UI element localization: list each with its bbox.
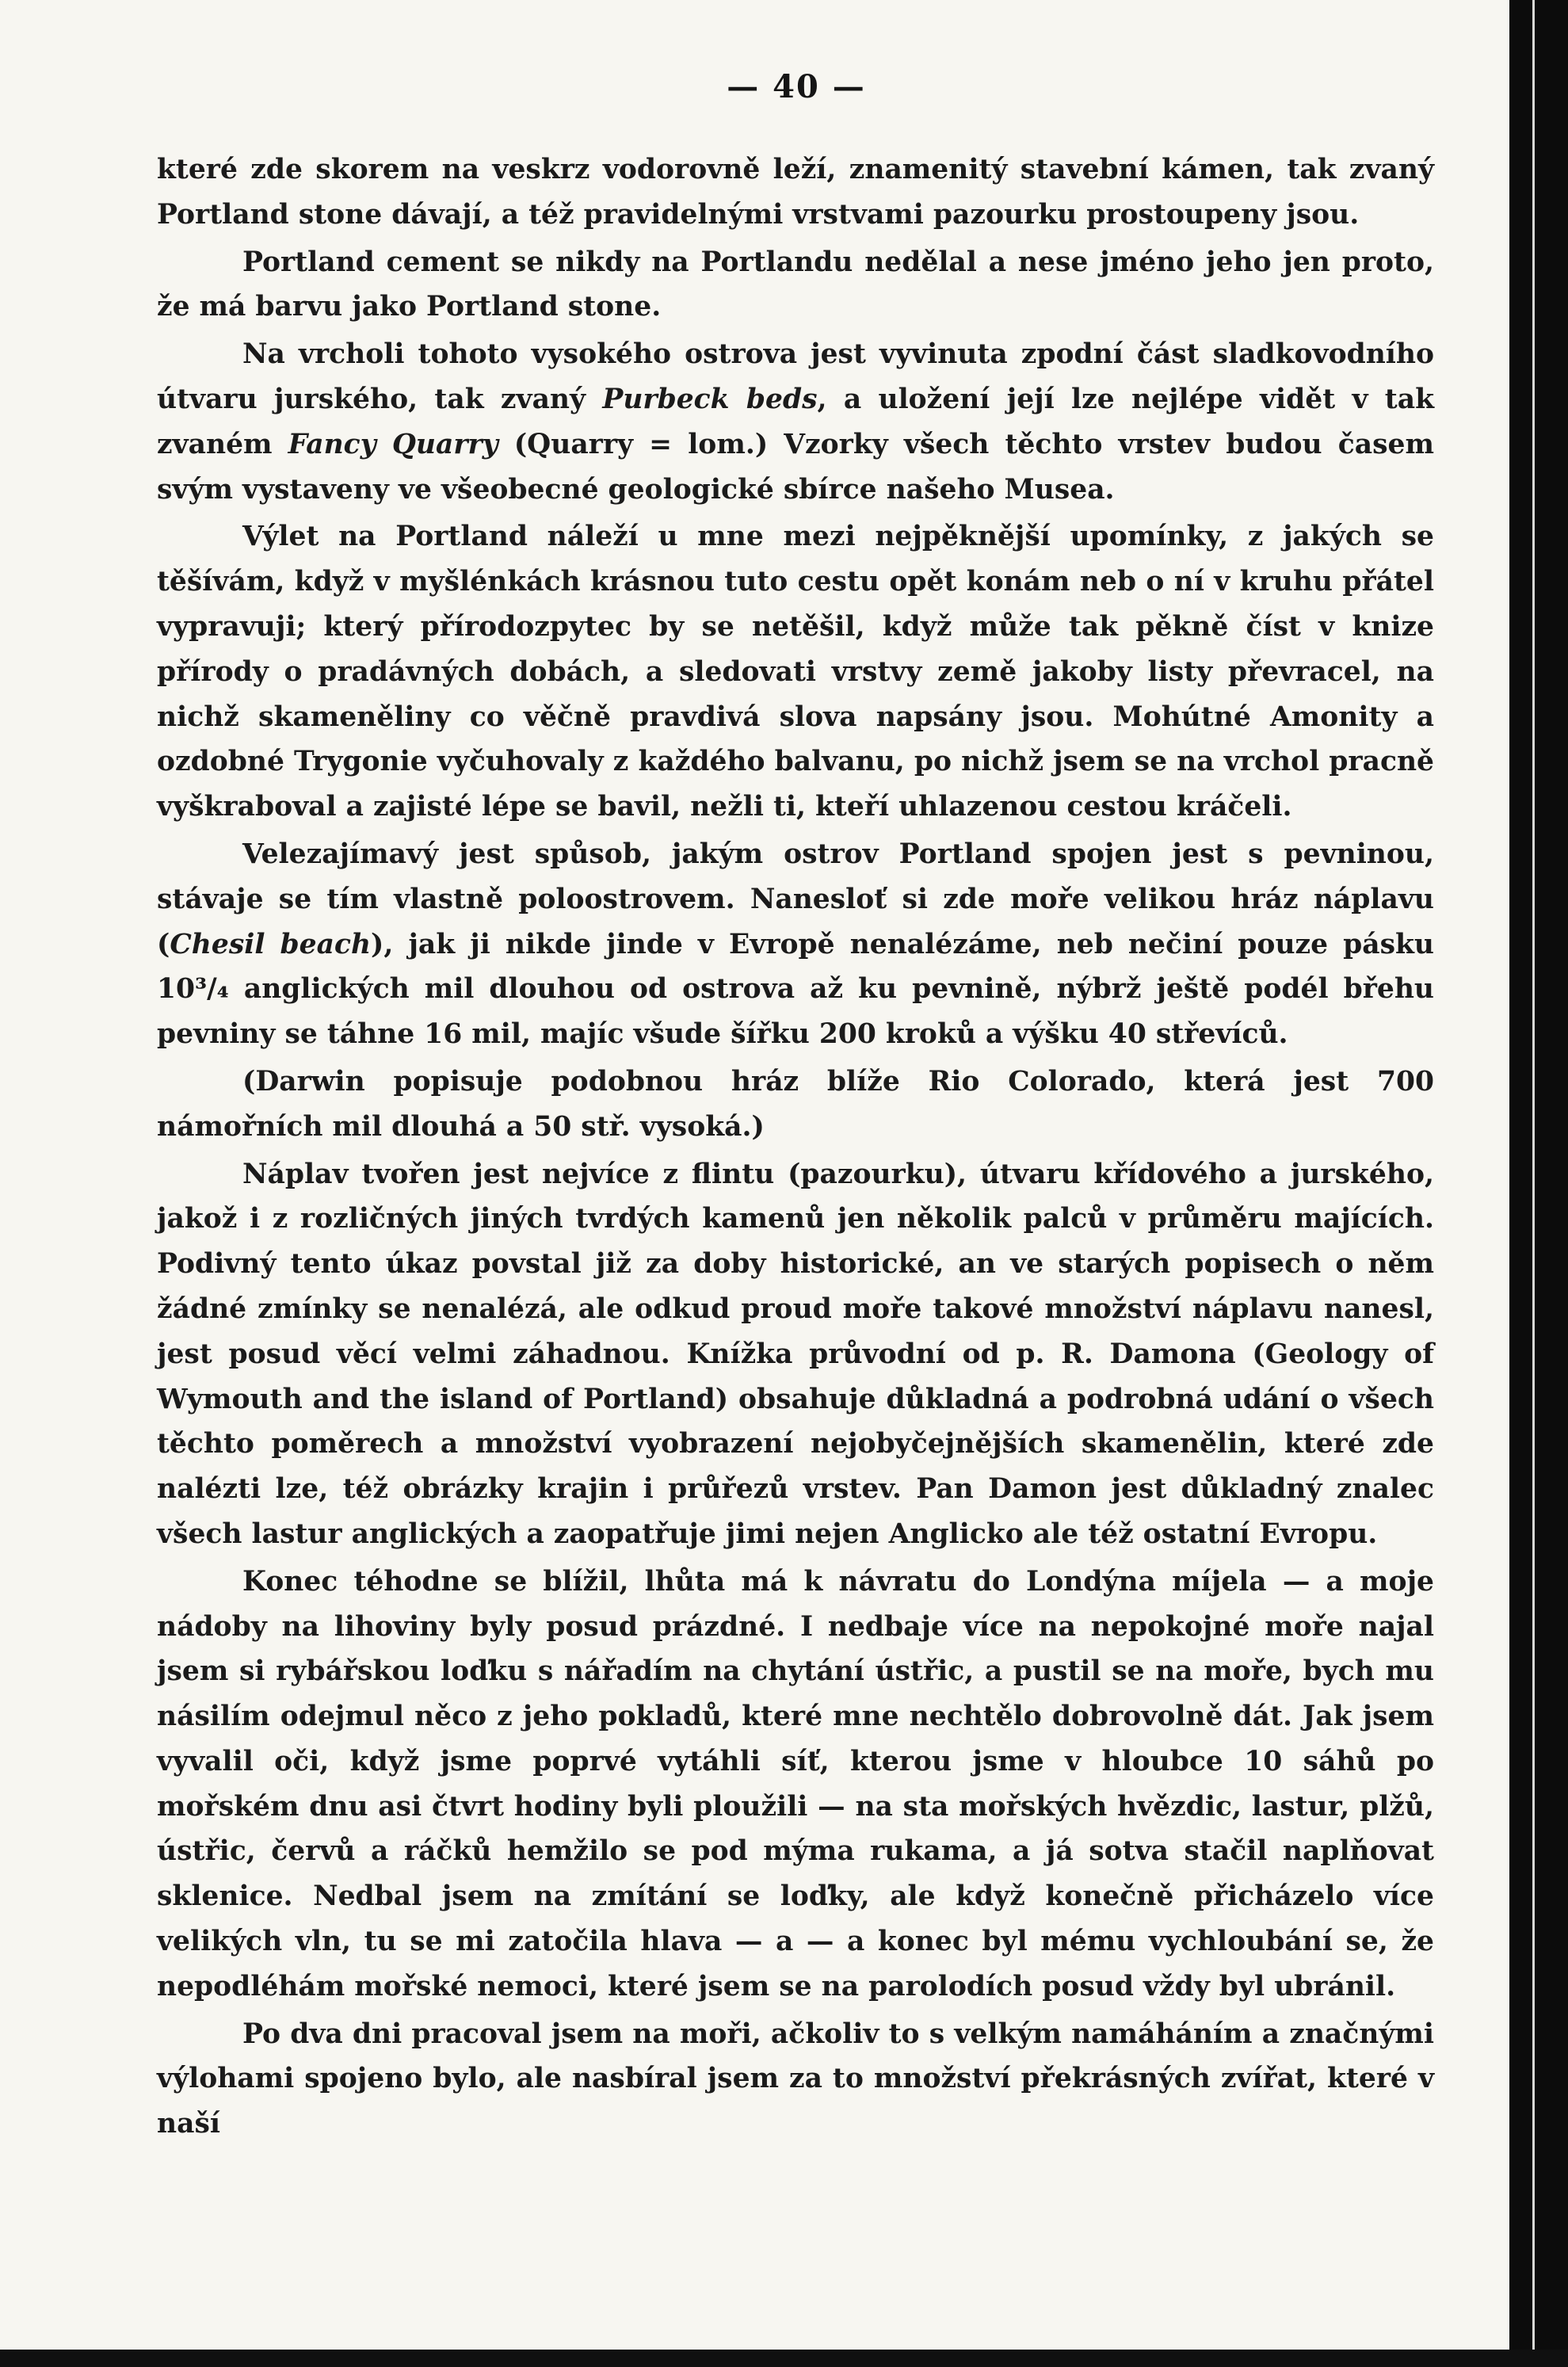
paragraph-2 [157,240,1434,330]
paragraph-3 [157,332,1434,512]
scan-dark-edge-right [1509,0,1568,2367]
text-run: ), jak ji nikde jinde v Evropě nenalézáme, neb nečiní pouze pásku 10³/₄ anglických mil dlouhou od ostrova až ku pevnině, nýbrž ještě podél břehu pevniny se táhne 16 mil, majíc všude šířku 200 kroků a výšku 40 střevíců. [157,928,1435,1051]
paragraph-9 [157,2012,1434,2147]
text-run: Po dva dni pracoval jsem na moři, ačkoliv to s velkým namáháním a značnými výlohami spojeno bylo, ale nasbíral jsem za to množství překrásných zvířat, které v naší [157,2018,1434,2140]
paragraph-7 [157,1152,1434,1557]
scan-dark-edge-bottom [0,2350,1568,2367]
scan-page-edge-line [1532,0,1535,2367]
text-run: (Quarry = lom.) Vzorky všech těchto vrstev budou časem svým vystaveny ve všeobecné geologické sbírce našeho Musea. [157,428,1434,506]
text-run: Náplav tvořen jest nejvíce z flintu (pazourku), útvaru křídového a jurského, jakož i z rozličných jiných tvrdých kamenů jen několik palců v průměru majících. Podivný tento úkaz povstal již za doby historické, an ve starých popisech o něm žádné zmínky se nenalézá, ale odkud proud moře takové množství náplavu nanesl, jest posud věcí velmi záhadnou. Knížka průvodní od p. R. Damona (Geology of Wymouth and the island of Portland) obsahuje důkladná a podrobná udání o všech těchto poměrech a množství vyobrazení nejobyčejnějších skamenělin, které zde nalézti lze, též obrázky krajin i průřezů vrstev. Pan Damon jest důkladný znalec všech lastur anglických a zaopatřuje jimi nejen Anglicko ale též ostatní Evropu. [157,1158,1434,1550]
text-run: Portland cement se nikdy na Portlandu nedělal a nese jméno jeho jen proto, že má barvu jako Portland stone. [157,246,1434,323]
paragraph-6 [157,1059,1434,1150]
italic-term-fancy-quarry: Fancy Quarry [288,428,498,460]
paragraph-4 [157,514,1434,830]
italic-term-chesil-beach: Chesil beach [170,928,372,960]
paragraph-1 [157,147,1434,238]
paragraph-8 [157,1560,1434,2010]
body-text [157,147,1434,2147]
text-run: , a uložení její lze nejlépe vidět v tak zvaném [157,383,1434,460]
text-run: (Darwin popisuje podobnou hráz blíže Rio Colorado, která jest 700 námořních mil dlouhá a 50 stř. vysoká.) [157,1065,1434,1143]
text-run: Konec téhodne se blížil, lhůta má k návratu do Londýna míjela — a moje nádoby na lihoviny byly posud prázdné. I nedbaje více na nepokojné moře najal jsem si rybářskou loďku s nářadím na chytání ústřic, a pustil se na moře, bych mu násilím odejmul něco z jeho pokladů, které mne nechtělo dobrovolně dát. Jak jsem vyvalil oči, když jsme poprvé vytáhli síť, kterou jsme v hloubce 10 sáhů po mořském dnu asi čtvrt hodiny byli ploužili — na sta mořských hvězdic, lastur, plžů, ústřic, červů a ráčků hemžilo se pod mýma rukama, a já sotva stačil naplňovat sklenice. Nedbal jsem na zmítání se loďky, ale když konečně přicházelo více velikých vln, tu se mi zatočila hlava — a — a konec byl mému vychloubání se, že nepodléhám mořské nemoci, které jsem se na parolodích posud vždy byl ubránil. [157,1565,1434,2002]
text-run: Na vrcholi tohoto vysokého ostrova jest vyvinuta zpodní část sladkovodního útvaru jurského, tak zvaný [157,338,1434,415]
text-run: Velezajímavý jest spůsob, jakým ostrov Portland spojen jest s pevninou, stávaje se tím vlastně poloostrovem. Nanesloť si zde moře velikou hráz náplavu ( [157,838,1434,960]
italic-term-purbeck-beds: Purbeck beds [602,383,818,415]
text-run: Výlet na Portland náleží u mne mezi nejpěknější upomínky, z jakých se těšívám, když v myšlénkách krásnou tuto cestu opět konám neb o ní v kruhu přátel vypravuji; který přírodozpytec by se netěšil, když může tak pěkně číst v knize přírody o pradávných dobách, a sledovati vrstvy země jakoby listy převracel, na nichž skameněliny co věčně pravdivá slova napsány jsou. Mohútné Amonity a ozdobné Trygonie vyčuhovaly z každého balvanu, po nichž jsem se na vrchol pracně vyškraboval a zajisté lépe se bavil, nežli ti, kteří uhlazenou cestou kráčeli. [157,521,1434,823]
page-number: — 40 — [727,68,866,105]
text-run: které zde skorem na veskrz vodorovně leží, znamenitý stavební kámen, tak zvaný Portland stone dávají, a též pravidelnými vrstvami pazourku prostoupeny jsou. [157,154,1434,231]
paragraph-5 [157,832,1434,1057]
